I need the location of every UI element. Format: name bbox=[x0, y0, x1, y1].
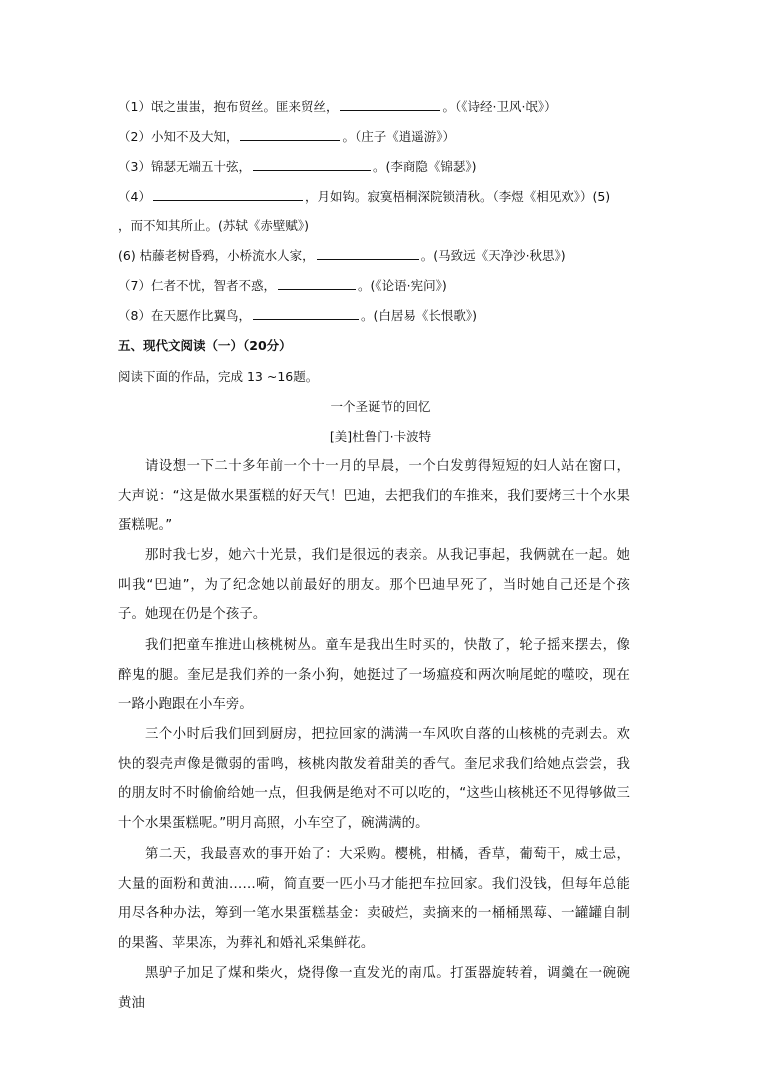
article-paragraph-4: 三个小时后我们回到厨房，把拉回家的满满一车风吹自落的山核桃的壳剥去。欢快的裂壳声像是微弱的雷鸣，核桃肉散发着甜美的香气。奎尼求我们给她点尝尝，我的朋友时不时偷偷给她一点，但我俩是绝对不可以吃的，“这些山核桃还不见得够做三十个水果蛋糕呢。”明月高照，小车空了，碗满满的。 bbox=[118, 727, 630, 831]
recitation-item-2 bbox=[118, 127, 455, 147]
answer-blank bbox=[340, 97, 440, 111]
item-source: ，月如钩。寂寞梧桐深院锁清秋。（李煜《相见欢》）(5) bbox=[304, 189, 611, 204]
item-text: （4） bbox=[118, 189, 151, 204]
article-paragraph-3: 我们把童车推进山核桃树丛。童车是我出生时买的，快散了，轮子摇来摆去，像醉鬼的腿。奎尼是我们养的一条小狗，她挺过了一场瘟疫和两次响尾蛇的噬咬，现在一路小跑跟在小车旁。 bbox=[118, 638, 630, 713]
answer-blank bbox=[253, 157, 371, 171]
recitation-item-6 bbox=[118, 246, 566, 266]
item-text: (6) 枯藤老树昏鸦，小桥流水人家， bbox=[118, 248, 315, 263]
item-source: 。（《诗经·卫风·氓》） bbox=[442, 99, 557, 114]
article-title: 一个圣诞节的回忆 bbox=[330, 399, 431, 414]
item-source: 。(马致远《天净沙·秋思》) bbox=[420, 248, 566, 263]
answer-blank bbox=[317, 246, 419, 260]
recitation-item-5 bbox=[118, 216, 309, 236]
answer-blank bbox=[253, 306, 359, 320]
article-author: [美]杜鲁门·卡波特 bbox=[329, 429, 432, 444]
section-instruction: 阅读下面的作品，完成 13 ~16题。 bbox=[118, 369, 319, 384]
item-text: （8）在天愿作比翼鸟， bbox=[118, 308, 251, 323]
item-text: （3）锦瑟无端五十弦， bbox=[118, 159, 251, 174]
recitation-item-7 bbox=[118, 276, 447, 296]
recitation-item-8 bbox=[118, 306, 477, 326]
answer-blank bbox=[240, 127, 340, 141]
answer-blank bbox=[278, 276, 356, 290]
item-source: 。(白居易《长恨歌》) bbox=[360, 308, 477, 323]
item-text: （1）氓之蚩蚩，抱布贸丝。匪来贸丝， bbox=[118, 99, 339, 114]
item-source: 。(《论语·宪问》) bbox=[357, 278, 447, 293]
item-text: ，而不知其所止。(苏轼《赤壁赋》) bbox=[118, 218, 310, 233]
item-source: 。(李商隐《锦瑟》) bbox=[372, 159, 477, 174]
article-paragraph-5: 第二天，我最喜欢的事开始了：大采购。樱桃，柑橘，香草，葡萄干，威士忌，大量的面粉和黄油……嗬，简直要一匹小马才能把车拉回家。我们没钱，但每年总能用尽各种办法，筹到一笔水果蛋糕基金：卖破烂，卖摘来的一桶桶黑莓、一罐罐自制的果酱、苹果冻，为葬礼和婚礼采集鲜花。 bbox=[118, 847, 630, 951]
item-text: （7）仁者不忧，智者不惑， bbox=[118, 278, 276, 293]
answer-blank bbox=[153, 187, 303, 201]
article-paragraph-6: 黑驴子加足了煤和柴火，烧得像一直发光的南瓜。打蛋器旋转着，调羹在一碗碗黄油 bbox=[118, 966, 630, 1011]
item-text: （2）小知不及大知， bbox=[118, 129, 239, 144]
recitation-item-4 bbox=[118, 187, 610, 207]
section-heading: 五、现代文阅读（一）（20分） bbox=[118, 338, 292, 353]
article-paragraph-1: 请设想一下二十多年前一个十一月的早晨，一个白发剪得短短的妇人站在窗口，大声说：“这是做水果蛋糕的好天气！巴迪，去把我们的车推来，我们要烤三十个水果蛋糕呢。” bbox=[118, 459, 630, 534]
recitation-item-3 bbox=[118, 157, 476, 177]
article-paragraph-2: 那时我七岁，她六十光景，我们是很远的表亲。从我记事起，我俩就在一起。她叫我“巴迪”，为了纪念她以前最好的朋友。那个巴迪早死了，当时她自己还是个孩子。她现在仍是个孩子。 bbox=[118, 548, 630, 623]
item-source: 。（庄子《逍遥游》） bbox=[342, 129, 455, 144]
recitation-item-1 bbox=[118, 97, 557, 117]
